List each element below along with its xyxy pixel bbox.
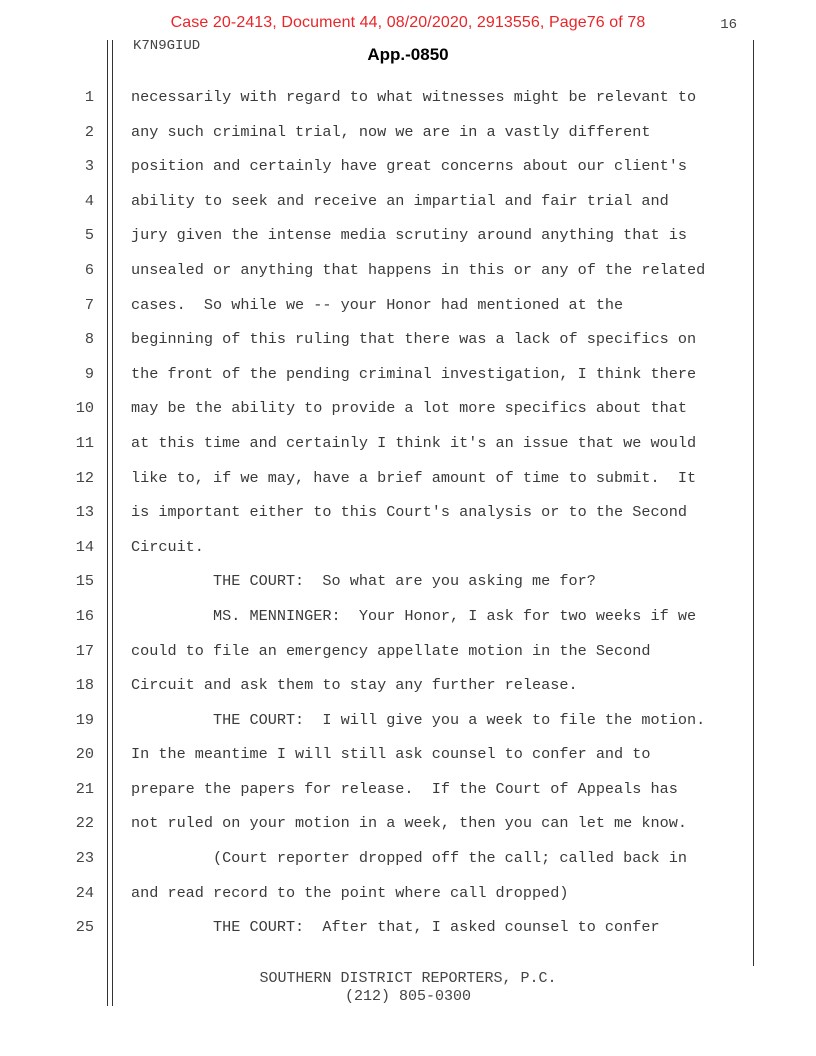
reporter-footer	[0, 970, 816, 1006]
line-text: Circuit and ask them to stay any further release.	[131, 676, 578, 695]
line-number: 17	[75, 641, 94, 660]
transcript-line	[0, 426, 816, 461]
line-number: 16	[75, 606, 94, 625]
transcript-line	[0, 253, 816, 288]
line-text: cases. So while we -- your Honor had mentioned at the	[131, 295, 624, 314]
line-number: 3	[84, 157, 94, 176]
appendix-number: App.-0850	[367, 45, 449, 64]
transcript-line	[0, 322, 816, 357]
line-text: Circuit.	[131, 537, 204, 556]
transcript-line	[0, 737, 816, 772]
line-number: 5	[84, 226, 94, 245]
transcript-line	[0, 634, 816, 669]
line-number: 25	[75, 918, 94, 937]
case-stamp: Case 20-2413, Document 44, 08/20/2020, 2913556, Page76 of 78	[170, 14, 646, 31]
transcript-line	[0, 391, 816, 426]
transcript-line	[0, 218, 816, 253]
transcript-line	[0, 288, 816, 323]
line-number: 2	[84, 122, 94, 141]
line-number: 20	[75, 745, 94, 764]
transcript-body	[0, 80, 816, 945]
page-number: 16	[720, 17, 737, 33]
transcript-line	[0, 841, 816, 876]
line-text: is important either to this Court's analysis or to the Second	[131, 503, 687, 522]
line-text: and read record to the point where call dropped)	[131, 883, 569, 902]
transcript-line	[0, 806, 816, 841]
transcript-line	[0, 668, 816, 703]
transcript-line	[0, 703, 816, 738]
reporter-phone: (212) 805-0300	[344, 988, 472, 1005]
line-text: position and certainly have great concerns about our client's	[131, 157, 687, 176]
transcript-line	[0, 495, 816, 530]
line-number: 1	[84, 88, 94, 106]
line-number: 23	[75, 849, 94, 868]
line-text: ability to seek and receive an impartial and fair trial and	[131, 191, 669, 210]
case-code: K7N9GIUD	[133, 38, 201, 54]
line-number: 11	[75, 433, 94, 452]
line-number: 8	[84, 330, 94, 349]
line-text: may be the ability to provide a lot more specifics about that	[131, 399, 687, 418]
line-text: beginning of this ruling that there was a lack of specifics on	[131, 330, 697, 349]
line-number: 15	[75, 572, 94, 591]
line-number: 22	[75, 814, 94, 833]
transcript-line	[0, 910, 816, 945]
transcript-line	[0, 115, 816, 150]
line-text: THE COURT: I will give you a week to file the motion.	[131, 710, 706, 729]
line-text: the front of the pending criminal investigation, I think there	[131, 364, 697, 383]
line-text: prepare the papers for release. If the Court of Appeals has	[131, 779, 678, 798]
line-number: 19	[75, 710, 94, 729]
line-number: 24	[75, 883, 94, 902]
line-text: (Court reporter dropped off the call; called back in	[131, 849, 687, 868]
line-number: 10	[75, 399, 94, 418]
line-text: any such criminal trial, now we are in a vastly different	[131, 122, 651, 141]
line-text: unsealed or anything that happens in this or any of the related	[131, 260, 706, 279]
line-text: could to file an emergency appellate motion in the Second	[131, 641, 651, 660]
transcript-line	[0, 80, 816, 115]
line-text: MS. MENNINGER: Your Honor, I ask for two weeks if we	[131, 606, 697, 625]
transcript-line	[0, 357, 816, 392]
line-text: THE COURT: After that, I asked counsel to confer	[131, 918, 660, 937]
line-text: like to, if we may, have a brief amount of time to submit. It	[131, 468, 697, 487]
line-number: 14	[75, 537, 94, 556]
transcript-line	[0, 184, 816, 219]
line-number: 7	[84, 295, 94, 314]
line-number: 6	[84, 260, 94, 279]
transcript-line	[0, 530, 816, 565]
line-number: 9	[84, 364, 94, 383]
line-number: 13	[75, 503, 94, 522]
transcript-line	[0, 461, 816, 496]
line-text: In the meantime I will still ask counsel to confer and to	[131, 745, 651, 764]
reporter-name: SOUTHERN DISTRICT REPORTERS, P.C.	[259, 970, 557, 987]
line-text: THE COURT: So what are you asking me for?	[131, 572, 596, 591]
transcript-line	[0, 876, 816, 911]
transcript-line	[0, 599, 816, 634]
line-number: 4	[84, 191, 94, 210]
line-number: 12	[75, 468, 94, 487]
line-text: necessarily with regard to what witnesses might be relevant to	[131, 88, 697, 106]
transcript-line	[0, 149, 816, 184]
transcript-line	[0, 564, 816, 599]
line-number: 21	[75, 779, 94, 798]
line-text: jury given the intense media scrutiny around anything that is	[131, 226, 687, 245]
line-text: at this time and certainly I think it's an issue that we would	[131, 433, 697, 452]
transcript-line	[0, 772, 816, 807]
line-number: 18	[75, 676, 94, 695]
line-text: not ruled on your motion in a week, then you can let me know.	[131, 814, 687, 833]
